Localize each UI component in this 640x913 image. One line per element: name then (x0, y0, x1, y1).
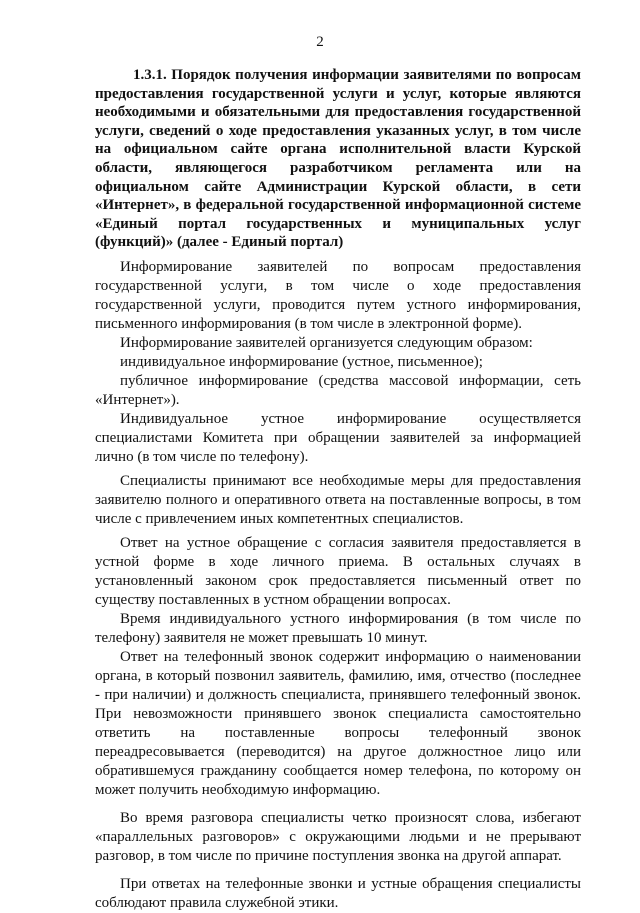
paragraph-public-type (95, 372, 581, 410)
text-line: «параллельных разговоров» с окружающими людьми и не прерывают (95, 829, 581, 845)
paragraph-organization (95, 334, 581, 353)
section-heading (95, 66, 581, 252)
paragraph-specialists-measures (95, 472, 581, 529)
text-line: государственной услуги, в том числе о ходе предоставления (95, 278, 581, 294)
text-line: обратившемуся гражданину сообщается номер телефона, по которому он (95, 763, 581, 779)
text-line: может получить необходимую информацию. (95, 782, 381, 798)
heading-line: предоставления государственной услуги и услуг, которые являются (95, 85, 581, 102)
text-line: При невозможности принявшего звонок специалиста самостоятельно (95, 706, 581, 722)
text-line: Информирование заявителей организуется следующим образом: (120, 335, 533, 351)
text-line: Во время разговора специалисты четко произносят слова, избегают (120, 810, 581, 826)
text-line: числе с привлечением иных компетентных специалистов. (95, 511, 464, 527)
paragraph-individual-type (95, 353, 581, 372)
text-line: телефону) заявителя не может превышать 10 минут. (95, 630, 428, 646)
text-line: переадресовывается (переводится) на другое должностное лицо или (95, 744, 581, 760)
text-line: заявителю полного и оперативного ответа на поставленные вопросы, в том (95, 492, 581, 508)
paragraph-conversation (95, 809, 581, 866)
heading-line: 1.3.1. Порядок получения информации заявителями по вопросам (133, 67, 581, 83)
text-line: государственной услуги, проводится путем устного информирования, (95, 297, 581, 313)
heading-line: необходимыми и обязательными для предоставления государственной (95, 104, 581, 121)
text-line: публичное информирование (средства массовой информации, сеть (120, 373, 581, 389)
text-line: ответить на поставленные вопросы телефонный звонок (95, 725, 581, 741)
text-line: Индивидуальное устное информирование осуществляется (120, 411, 581, 427)
text-line: Специалисты принимают все необходимые меры для предоставления (120, 473, 581, 489)
text-line: индивидуальное информирование (устное, письменное); (120, 354, 483, 370)
text-line: - при наличии) и должность специалиста, принявшего телефонный звонок. (95, 687, 581, 703)
heading-line: (функций)» (далее - Единый портал) (95, 234, 344, 251)
document-body (95, 258, 581, 913)
text-line: Время индивидуального устного информирования (в том числе по (120, 611, 581, 627)
heading-line: «Интернет», в федеральной государственной информационной системе (95, 197, 581, 214)
text-line: специалистами Комитета при обращении заявителей за информацией (95, 430, 581, 446)
text-line: Ответ на телефонный звонок содержит информацию о наименовании (120, 649, 581, 665)
text-line: существу поставленных в устном обращении вопросах. (95, 592, 451, 608)
paragraph-oral-answer (95, 534, 581, 610)
text-line: Ответ на устное обращение с согласия заявителя предоставляется в (120, 535, 581, 551)
text-line: установленный законом срок предоставляется письменный ответ по (95, 573, 581, 589)
paragraph-time-limit (95, 610, 581, 648)
heading-line: на официальном сайте органа исполнительной власти Курской (95, 141, 581, 158)
paragraph-individual-oral (95, 410, 581, 467)
text-line: разговор, в том числе по причине поступления звонка на другой аппарат. (95, 848, 562, 864)
paragraph-phone-answer (95, 648, 581, 800)
text-line: Информирование заявителей по вопросам предоставления (120, 259, 581, 275)
heading-line: официальном сайте Администрации Курской области, в сети (95, 178, 581, 195)
text-line: «Интернет»). (95, 392, 180, 408)
text-line: При ответах на телефонные звонки и устные обращения специалисты (120, 876, 581, 892)
heading-line: услуги, сведений о ходе предоставления указанных услуг, в том числе (95, 122, 581, 139)
paragraph-informing (95, 258, 581, 334)
text-line: соблюдают правила служебной этики. (95, 895, 339, 911)
text-line: лично (в том числе по телефону). (95, 449, 309, 465)
text-line: устной форме в ходе личного приема. В остальных случаях в (95, 554, 581, 570)
text-line: органа, в который позвонил заявитель, фамилию, имя, отчество (последнее (95, 668, 581, 684)
heading-line: «Единый портал государственных и муниципальных услуг (95, 215, 581, 232)
paragraph-ethics (95, 875, 581, 913)
text-line: письменного информирования (в том числе в электронной форме). (95, 316, 523, 332)
heading-line: области, являющегося разработчиком регламента или на (95, 159, 581, 176)
page-number: 2 (316, 34, 324, 50)
